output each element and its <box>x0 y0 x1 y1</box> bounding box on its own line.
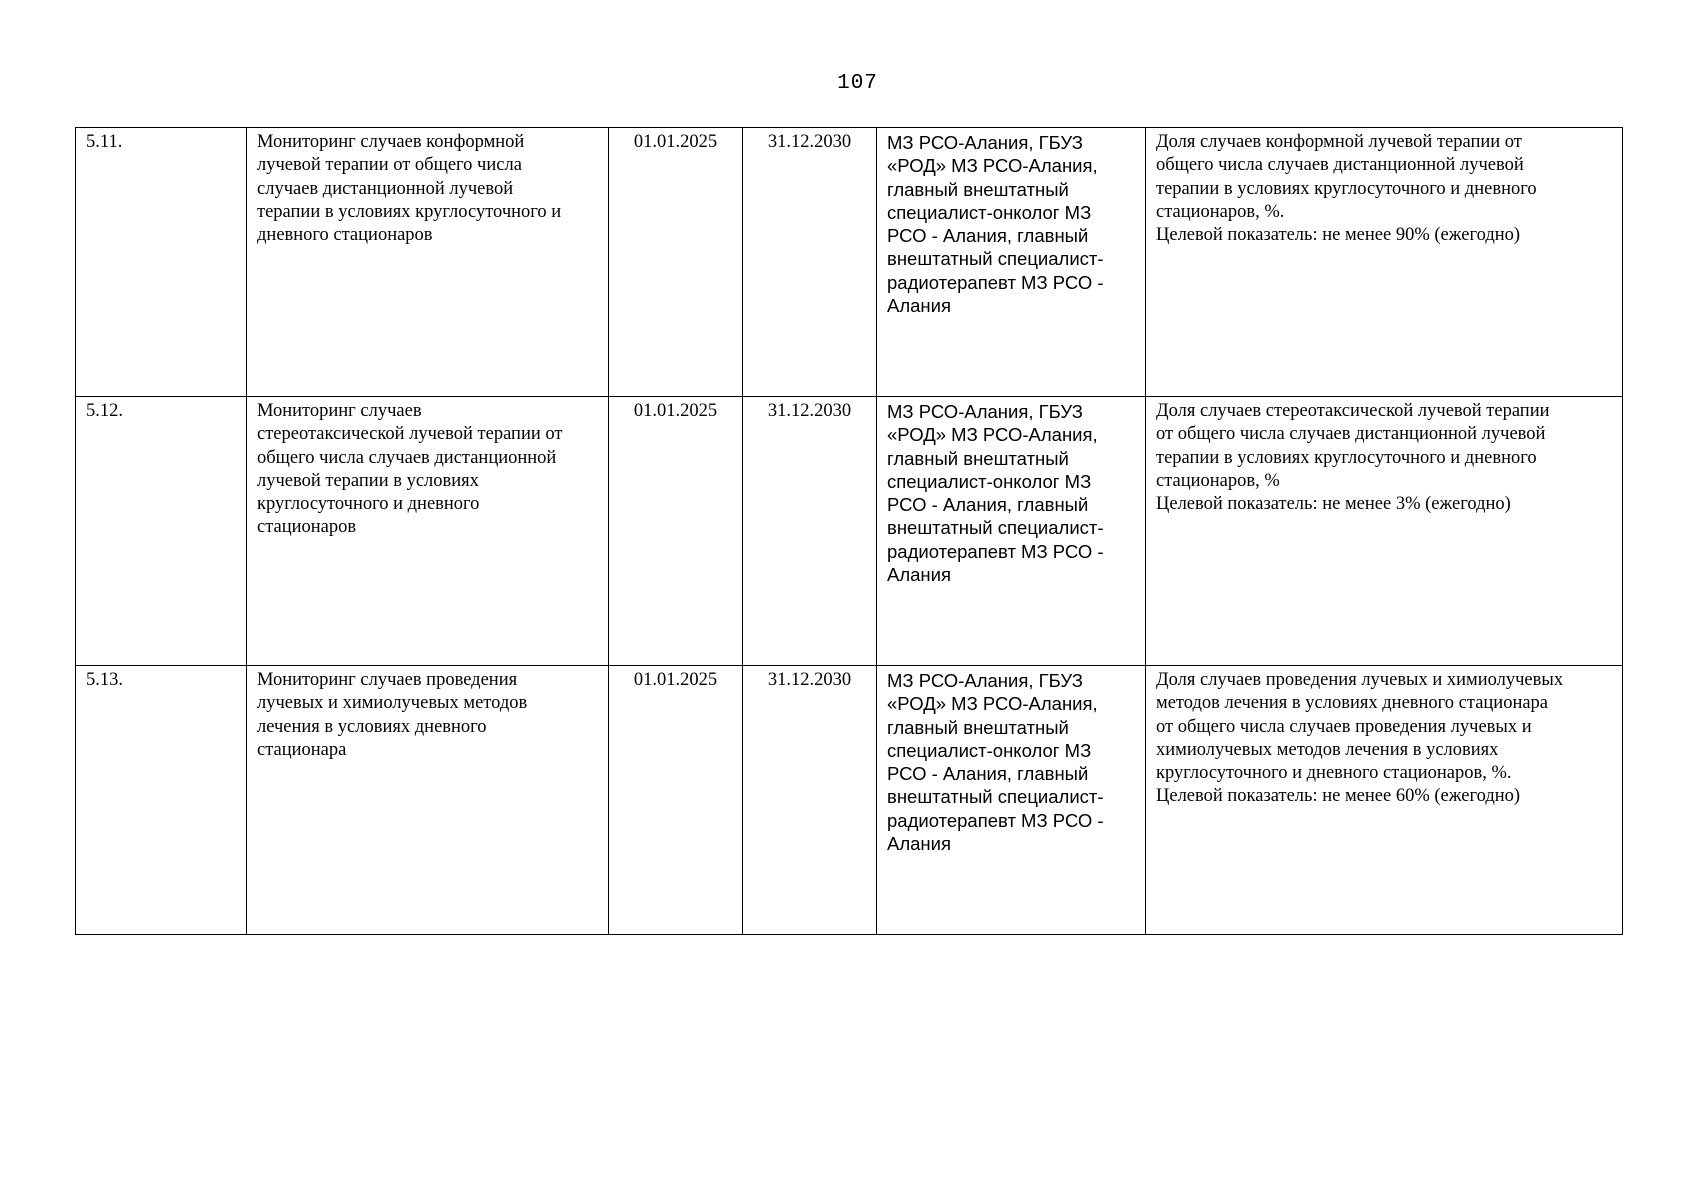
start-date: 01.01.2025 <box>609 666 743 935</box>
target-indicator <box>1146 666 1623 935</box>
indicator-line: Доля случаев стереотаксической лучевой терапии <box>1156 401 1550 421</box>
responsible-line: специалист-онколог МЗ <box>887 201 1092 223</box>
table-row <box>76 397 1623 666</box>
responsible-line: Алания <box>887 564 951 586</box>
table-row <box>76 666 1623 935</box>
indicator-line: Доля случаев конформной лучевой терапии от <box>1156 132 1522 152</box>
responsible-parties <box>877 397 1146 666</box>
responsible-line: внештатный специалист- <box>887 786 1104 808</box>
item-number: 5.11. <box>76 128 247 397</box>
responsible-line: МЗ РСО-Алания, ГБУЗ <box>887 401 1083 422</box>
responsible-line: главный внештатный <box>887 447 1069 469</box>
responsible-parties <box>877 666 1146 935</box>
indicator-line: Целевой показатель: не менее 90% (ежегодно) <box>1156 225 1521 246</box>
responsible-line: Алания <box>887 295 951 317</box>
responsible-line: «РОД» МЗ РСО-Алания, <box>887 424 1098 446</box>
event-line: общего числа случаев дистанционной <box>257 447 557 468</box>
activity-table <box>75 127 1623 935</box>
table-row <box>76 128 1623 397</box>
event-line: стационаров <box>257 517 357 538</box>
responsible-line: Алания <box>887 833 951 855</box>
responsible-line: РСО - Алания, главный <box>887 763 1089 785</box>
event-description <box>247 666 609 935</box>
indicator-line: терапии в условиях круглосуточного и дневного <box>1156 447 1537 468</box>
event-line: стереотаксической лучевой терапии от <box>257 424 563 445</box>
indicator-line: терапии в условиях круглосуточного и дневного <box>1156 178 1537 199</box>
event-line: Мониторинг случаев проведения <box>257 670 518 690</box>
indicator-line: от общего числа случаев дистанционной лучевой <box>1156 424 1546 445</box>
event-line: лучевой терапии от общего числа <box>257 155 522 176</box>
target-indicator <box>1146 397 1623 666</box>
item-number: 5.13. <box>76 666 247 935</box>
indicator-line: от общего числа случаев проведения лучевых и <box>1156 716 1532 737</box>
responsible-line: РСО - Алания, главный <box>887 494 1089 516</box>
indicator-line: Целевой показатель: не менее 3% (ежегодно) <box>1156 494 1511 515</box>
start-date: 01.01.2025 <box>609 128 743 397</box>
event-description <box>247 128 609 397</box>
responsible-line: радиотерапевт МЗ РСО - <box>887 271 1104 293</box>
responsible-line: МЗ РСО-Алания, ГБУЗ <box>887 670 1083 691</box>
activity-table-body <box>76 128 1623 935</box>
event-line: лучевых и химиолучевых методов <box>257 693 528 714</box>
responsible-parties <box>877 128 1146 397</box>
indicator-line: методов лечения в условиях дневного стационара <box>1156 693 1549 714</box>
responsible-line: радиотерапевт МЗ РСО - <box>887 540 1104 562</box>
item-number: 5.12. <box>76 397 247 666</box>
event-line: Мониторинг случаев конформной <box>257 132 525 152</box>
end-date: 31.12.2030 <box>743 666 877 935</box>
responsible-line: специалист-онколог МЗ <box>887 470 1092 492</box>
event-line: терапии в условиях круглосуточного и <box>257 201 562 222</box>
responsible-line: «РОД» МЗ РСО-Алания, <box>887 155 1098 177</box>
responsible-line: МЗ РСО-Алания, ГБУЗ <box>887 132 1083 153</box>
indicator-line: химиолучевых методов лечения в условиях <box>1156 739 1499 760</box>
event-description <box>247 397 609 666</box>
responsible-line: РСО - Алания, главный <box>887 225 1089 247</box>
responsible-line: внештатный специалист- <box>887 517 1104 539</box>
target-indicator <box>1146 128 1623 397</box>
end-date: 31.12.2030 <box>743 397 877 666</box>
end-date: 31.12.2030 <box>743 128 877 397</box>
event-line: стационара <box>257 739 347 760</box>
event-line: лучевой терапии в условиях <box>257 470 479 491</box>
page-number: 107 <box>837 72 878 95</box>
event-line: Мониторинг случаев <box>257 401 422 421</box>
responsible-line: главный внештатный <box>887 178 1069 200</box>
event-line: дневного стационаров <box>257 225 433 246</box>
responsible-line: внештатный специалист- <box>887 248 1104 270</box>
start-date: 01.01.2025 <box>609 397 743 666</box>
event-line: лечения в условиях дневного <box>257 716 487 737</box>
event-line: случаев дистанционной лучевой <box>257 178 514 199</box>
responsible-line: специалист-онколог МЗ <box>887 739 1092 761</box>
indicator-line: Целевой показатель: не менее 60% (ежегодно) <box>1156 786 1521 807</box>
event-line: круглосуточного и дневного <box>257 494 480 515</box>
indicator-line: Доля случаев проведения лучевых и химиолучевых <box>1156 670 1564 690</box>
responsible-line: «РОД» МЗ РСО-Алания, <box>887 693 1098 715</box>
indicator-line: круглосуточного и дневного стационаров, %. <box>1156 763 1512 784</box>
indicator-line: общего числа случаев дистанционной лучевой <box>1156 155 1524 176</box>
responsible-line: радиотерапевт МЗ РСО - <box>887 809 1104 831</box>
indicator-line: стационаров, %. <box>1156 201 1285 222</box>
indicator-line: стационаров, % <box>1156 470 1280 491</box>
responsible-line: главный внештатный <box>887 716 1069 738</box>
